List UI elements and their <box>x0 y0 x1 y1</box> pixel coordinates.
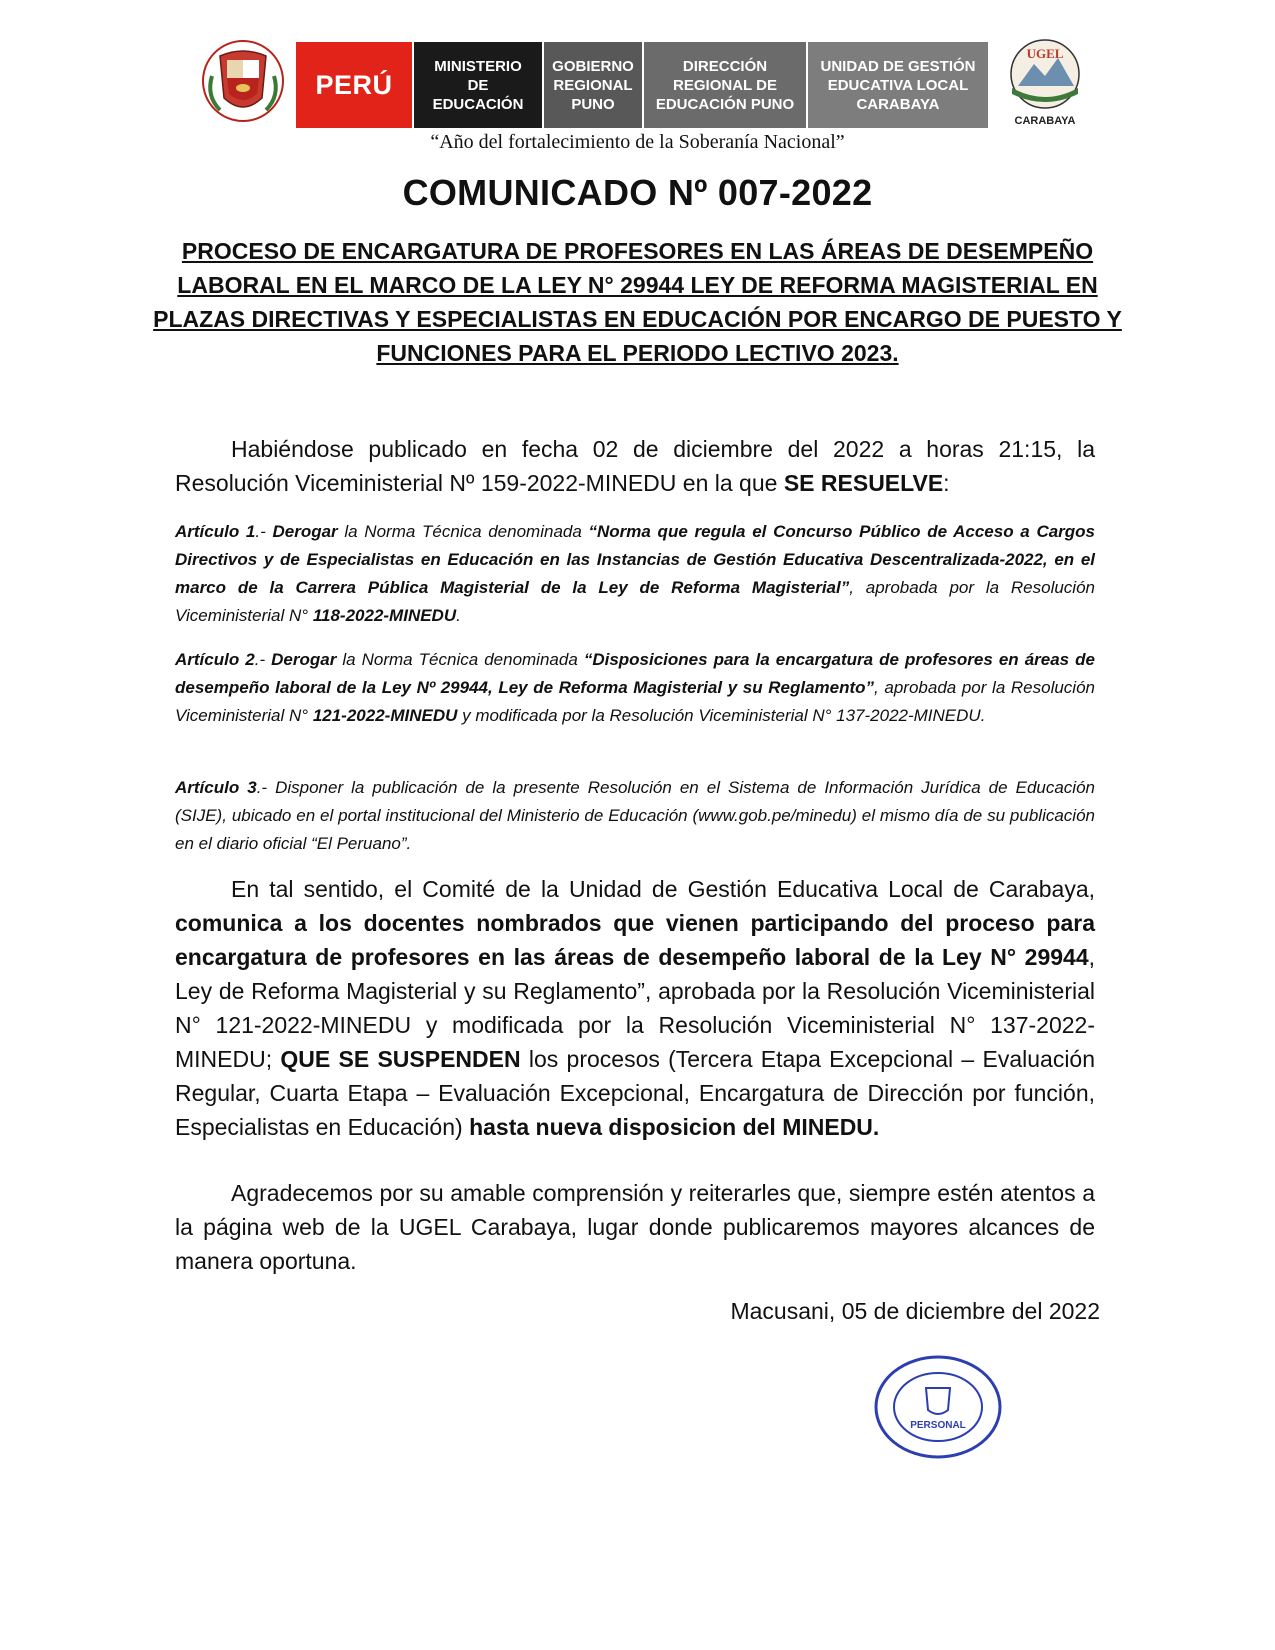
peru-brand: PERÚ <box>296 42 412 128</box>
article-3: Artículo 3.- Disponer la publicación de la presente Resolución en el Sistema de Información Jurídica de Educación (SIJE), ubicado en el portal institucional del Ministerio de Educación (www.gob.pe/minedu) el mismo día de su publicación en el diario oficial “El Peruano”. <box>175 778 1095 853</box>
header-gobierno-regional: GOBIERNO REGIONAL PUNO <box>544 42 642 128</box>
document-title: COMUNICADO Nº 007-2022 <box>402 172 873 213</box>
place-date: Macusani, 05 de diciembre del 2022 <box>730 1298 1100 1324</box>
header-ugel: UNIDAD DE GESTIÓN EDUCATIVA LOCAL CARABAYA <box>808 42 988 128</box>
svg-text:PERSONAL: PERSONAL <box>910 1420 966 1431</box>
closing-paragraph: Agradecemos por su amable comprensión y reiterarles que, siempre estén atentos a la página web de la UGEL Carabaya, lugar donde publicaremos mayores alcances de manera oportuna. <box>175 1180 1095 1274</box>
communication-paragraph: En tal sentido, el Comité de la Unidad de Gestión Educativa Local de Carabaya, comunica a los docentes nombrados que vienen participando del proceso para encargatura de profesores en las áreas de desempeño laboral de la Ley N° 29944, Ley de Reforma Magisterial y su Reglamento”, aprobada por la Resolución Viceministerial N° 121-2022-MINEDU y modificada por la Resolución Viceministerial N° 137-2022- MINEDU; QUE SE SUSPENDEN los procesos (Tercera Etapa Excepcional – Evaluación Regular, Cuarta Etapa – Evaluación Excepcional, Encargatura de Dirección por función, Especialistas en Educación) hasta nueva disposicion del MINEDU. <box>175 876 1096 1140</box>
document-subtitle: PROCESO DE ENCARGATURA DE PROFESORES EN LAS ÁREAS DE DESEMPEÑO LABORAL EN EL MARCO DE LA LEY N° 29944 LEY DE REFORMA MAGISTERIAL EN PLAZAS DIRECTIVAS Y ESPECIALISTAS EN EDUCACIÓN POR ENCARGO DE PUESTO Y FUNCIONES PARA EL PERIODO LECTIVO 2023. <box>153 238 1122 366</box>
header-band <box>200 36 1130 128</box>
ugel-carabaya-logo-icon <box>990 36 1100 128</box>
year-motto: “Año del fortalecimiento de la Soberanía Nacional” <box>430 131 845 153</box>
official-stamp-icon <box>868 1352 1008 1462</box>
article-2: Artículo 2.- Derogar la Norma Técnica denominada “Disposiciones para la encargatura de profesores en áreas de desempeño laboral de la Ley Nº 29944, Ley de Reforma Magisterial y su Reglamento”, aprobada por la Resolución Viceministerial N° 121-2022-MINEDU y modificada por la Resolución Viceministerial N° 137-2022-MINEDU. <box>175 650 1096 725</box>
peru-coat-of-arms-icon <box>200 36 286 126</box>
svg-text:CARABAYA: CARABAYA <box>1014 115 1076 127</box>
intro-paragraph: Habiéndose publicado en fecha 02 de diciembre del 2022 a horas 21:15, la Resolución Viceministerial Nº 159-2022-MINEDU en la que SE RESUELVE: <box>175 436 1095 496</box>
header-ministerio: MINISTERIO DE EDUCACIÓN <box>414 42 542 128</box>
svg-text:UGEL: UGEL <box>1026 46 1064 61</box>
article-1: Artículo 1.- Derogar la Norma Técnica denominada “Norma que regula el Concurso Público de Acceso a Cargos Directivos y de Especialistas en Educación en las Instancias de Gestión Educativa Descentralizada-2022, en el marco de la Carrera Pública Magisterial de la Ley de Reforma Magisterial”, aprobada por la Resolución Viceministerial N° 118-2022-MINEDU. <box>175 522 1096 625</box>
header-direccion-regional: DIRECCIÓN REGIONAL DE EDUCACIÓN PUNO <box>644 42 806 128</box>
